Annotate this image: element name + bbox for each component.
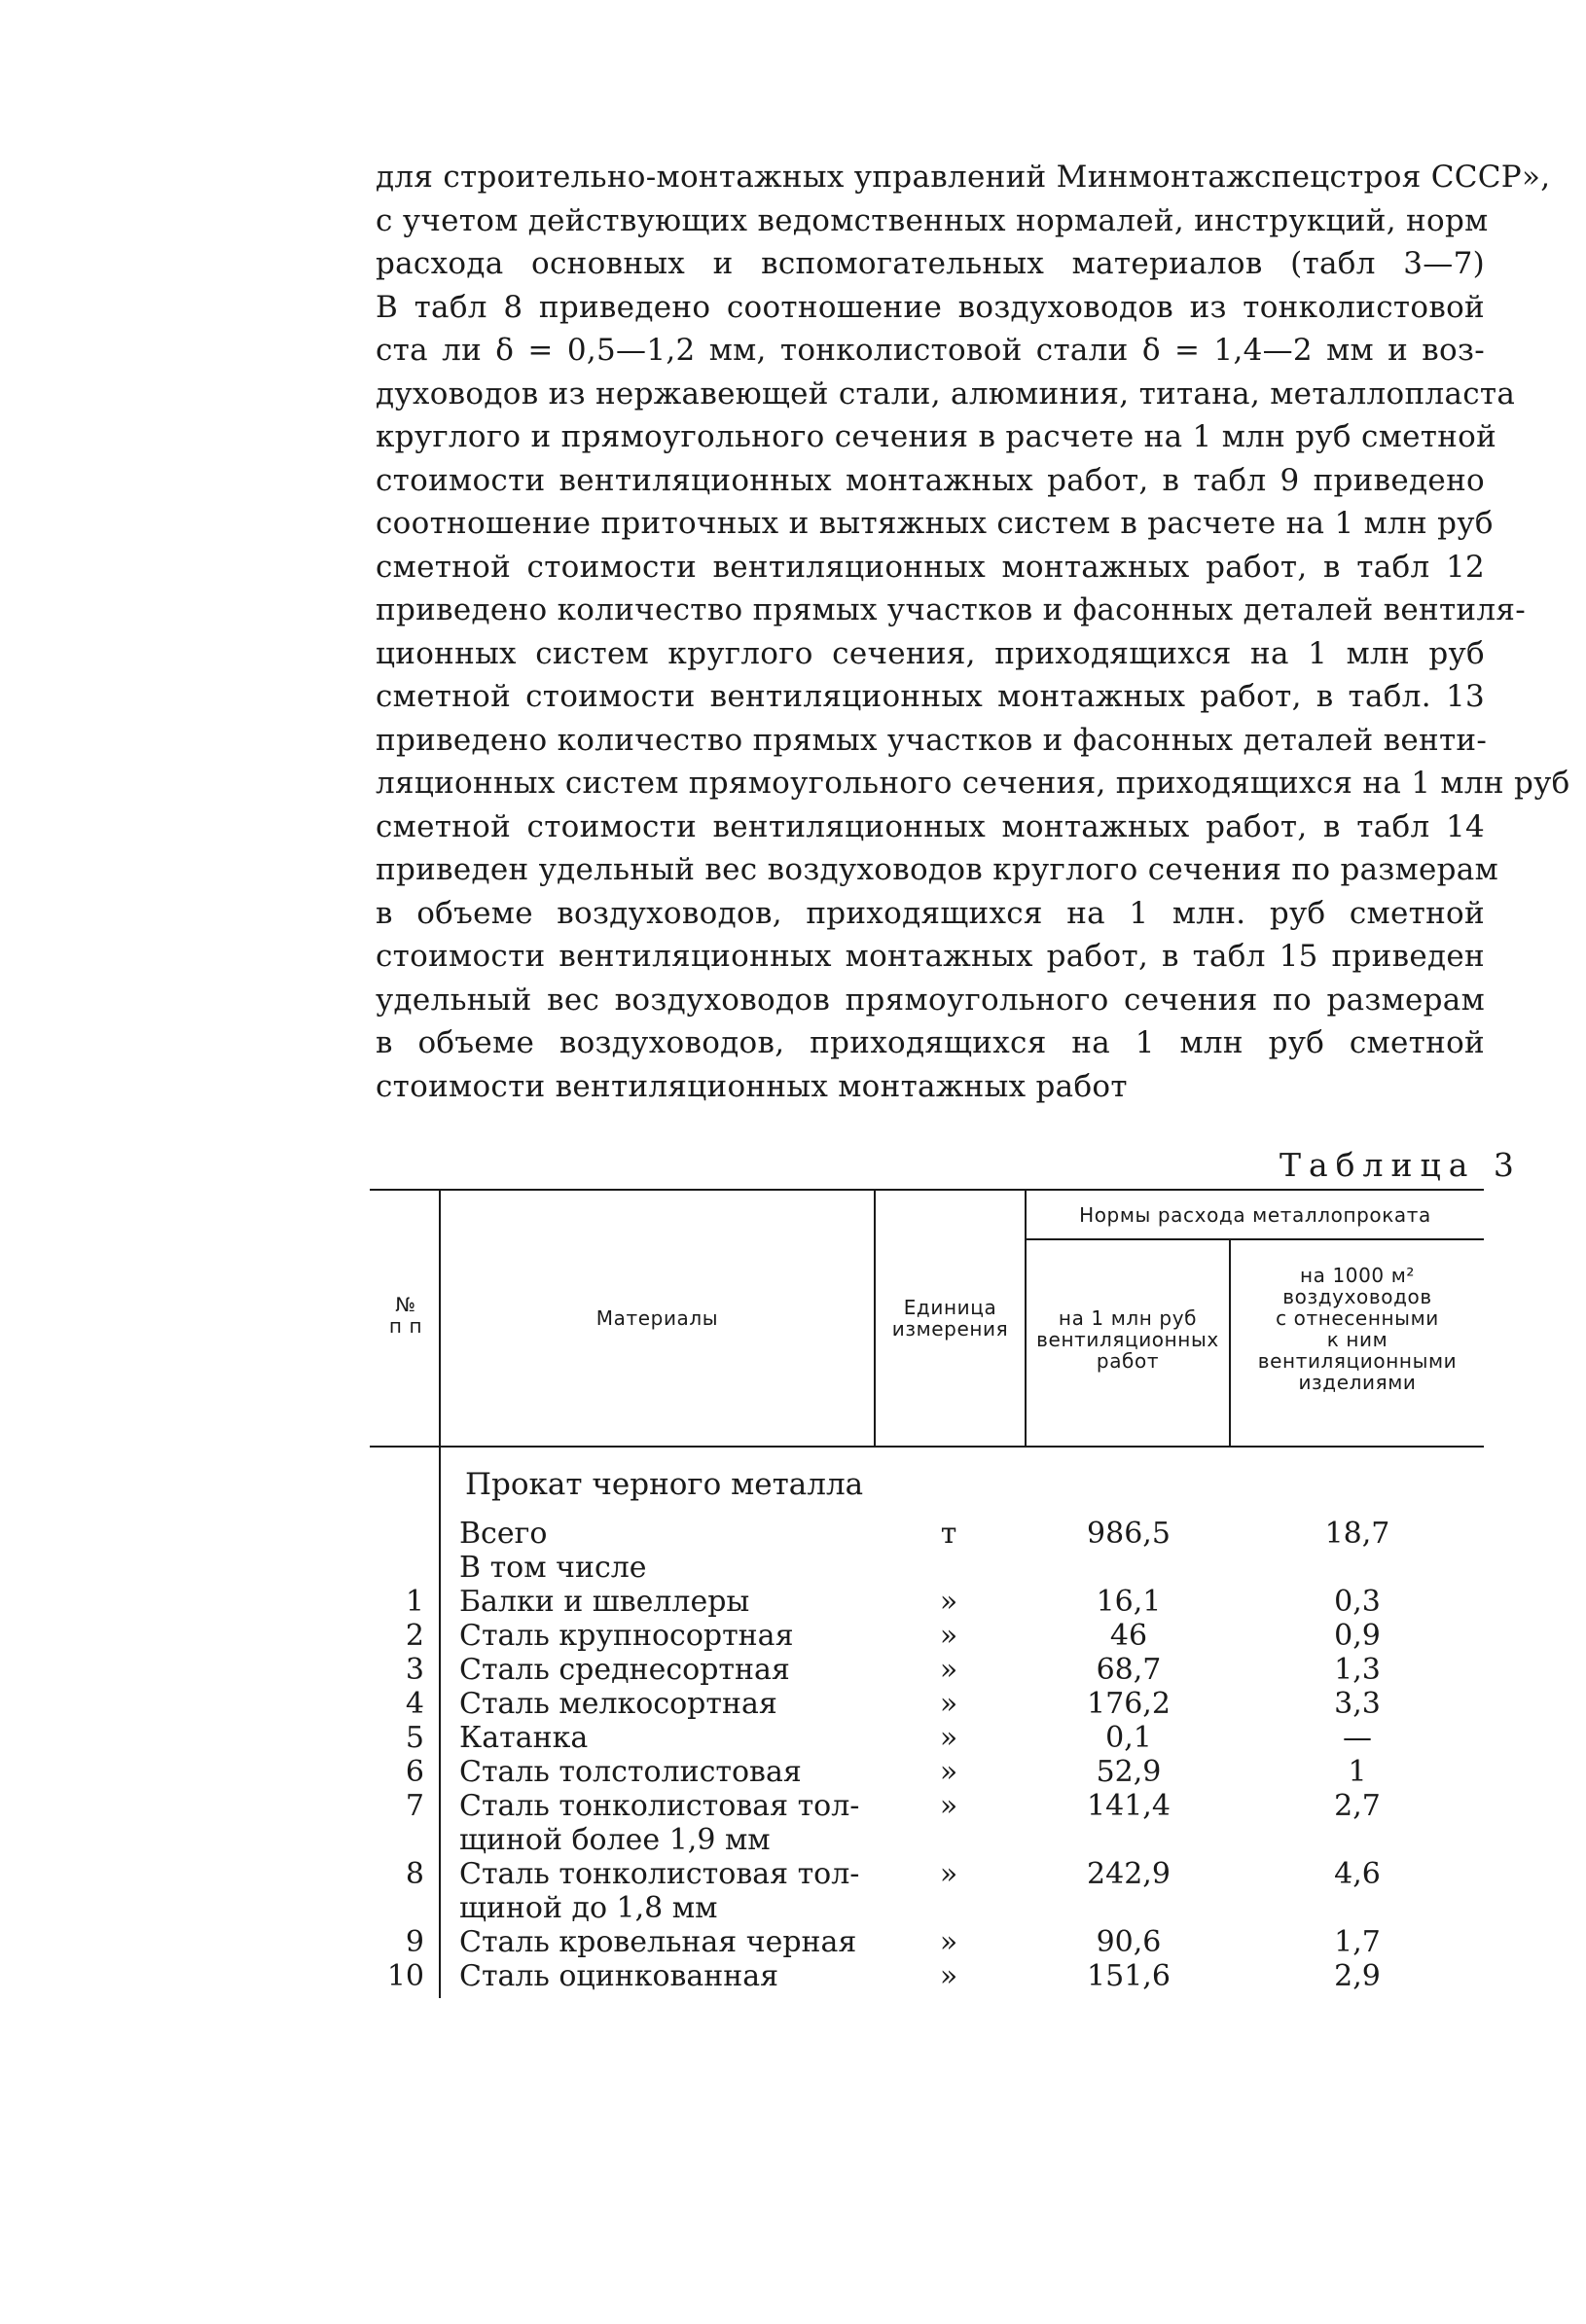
paragraph-line: стоимости вентиляционных монтажных работ — [376, 1068, 1128, 1104]
row-number: 8 — [405, 1857, 424, 1891]
norm-per-1000m2: 4,6 — [1334, 1857, 1381, 1891]
header-norms-group — [1027, 1204, 1484, 1226]
header-per-1000m2-line4: к ним — [1326, 1328, 1388, 1351]
body-paragraph — [376, 156, 1570, 1108]
header-num-symbol: № — [395, 1293, 416, 1316]
header-unit — [876, 1297, 1025, 1340]
norm-per-million: 242,9 — [1087, 1857, 1171, 1891]
unit-value: т — [940, 1517, 957, 1551]
norms-group-rule — [1027, 1238, 1484, 1240]
header-per-million-line3: работ — [1096, 1349, 1160, 1373]
norm-per-million: 0,1 — [1105, 1721, 1152, 1755]
unit-value: » — [939, 1959, 958, 1993]
unit-value: » — [939, 1755, 958, 1789]
norm-per-million: 46 — [1109, 1619, 1148, 1653]
unit-value: » — [939, 1721, 958, 1755]
norm-per-million: 151,6 — [1087, 1959, 1171, 1993]
norm-per-1000m2: — — [1343, 1721, 1372, 1755]
material-name: Всего — [459, 1517, 548, 1551]
material-name: Сталь среднесортная — [459, 1653, 790, 1687]
norm-per-million: 176,2 — [1087, 1687, 1171, 1721]
row-number: 1 — [405, 1585, 424, 1619]
header-per-1000m2-line3: с отнесенными — [1276, 1306, 1439, 1330]
header-unit-line1: Единица — [903, 1296, 997, 1319]
header-per-1000m2-line2: воздуховодов — [1282, 1285, 1432, 1308]
header-per-million-line2: вентиляционных — [1036, 1328, 1219, 1351]
row-number: 9 — [405, 1925, 424, 1959]
paragraph-line: стоимости вентиляционных монтажных работ, в табл 15 приведен — [376, 939, 1485, 974]
norm-per-million: 68,7 — [1096, 1653, 1162, 1687]
header-per-1000m2-line5: вентиляционными — [1257, 1349, 1458, 1373]
paragraph-line: стоимости вентиляционных монтажных работ, в табл 9 приведено — [376, 462, 1485, 498]
norm-per-1000m2: 1 — [1348, 1755, 1367, 1789]
section-title: Прокат черного металла — [465, 1467, 864, 1502]
header-per-1000m2 — [1231, 1265, 1484, 1393]
table-caption: Таблица 3 — [1280, 1146, 1522, 1184]
header-material-label: Материалы — [595, 1306, 719, 1330]
row-number: 10 — [386, 1959, 424, 1993]
row-number: 7 — [405, 1789, 424, 1823]
norm-per-million: 16,1 — [1096, 1585, 1162, 1619]
unit-value: » — [939, 1585, 958, 1619]
paragraph-line: приведено количество прямых участков и фасонных деталей венти- — [376, 722, 1488, 758]
table-top-rule — [370, 1189, 1484, 1191]
header-num-abbr: п п — [388, 1314, 423, 1338]
header-per-1000m2-line6: изделиями — [1298, 1371, 1417, 1394]
paragraph-line: в объеме воздуховодов, приходящихся на 1 млн. руб сметной — [376, 895, 1485, 931]
row-number: 5 — [405, 1721, 424, 1755]
unit-value: » — [939, 1619, 958, 1653]
unit-value: » — [939, 1687, 958, 1721]
paragraph-line: сметной стоимости вентиляционных монтажных работ, в табл 12 — [376, 549, 1485, 585]
norm-per-million: 90,6 — [1096, 1925, 1162, 1959]
norm-per-1000m2: 3,3 — [1334, 1687, 1381, 1721]
material-name: Сталь тонколистовая тол- — [459, 1857, 860, 1891]
norm-per-million: 141,4 — [1087, 1789, 1171, 1823]
paragraph-line: для строительно-монтажных управлений Минмонтажспецстроя СССР», — [376, 160, 1551, 195]
paragraph-line: удельный вес воздуховодов прямоугольного сечения по размерам — [376, 982, 1485, 1018]
paragraph-line: В табл 8 приведено соотношение воздуховодов из тонколистовой — [376, 289, 1485, 325]
unit-value: » — [939, 1857, 958, 1891]
row-number: 4 — [405, 1687, 424, 1721]
header-num — [374, 1294, 438, 1337]
material-name: Балки и швеллеры — [459, 1585, 750, 1619]
row-number: 3 — [405, 1653, 424, 1687]
paragraph-line: ста ли δ = 0,5—1,2 мм, тонколистовой стали δ = 1,4—2 мм и воз- — [376, 333, 1485, 368]
header-per-million-line1: на 1 млн руб — [1058, 1306, 1198, 1330]
norm-per-1000m2: 0,9 — [1334, 1619, 1381, 1653]
paragraph-line: с учетом действующих ведомственных нормалей, инструкций, норм — [376, 202, 1489, 238]
row-number: 6 — [405, 1755, 424, 1789]
paragraph-line: ляционных систем прямоугольного сечения, приходящихся на 1 млн руб — [376, 766, 1570, 801]
material-name: щиной до 1,8 мм — [459, 1891, 718, 1925]
unit-value: » — [939, 1653, 958, 1687]
norm-per-1000m2: 0,3 — [1334, 1585, 1381, 1619]
unit-value: » — [939, 1925, 958, 1959]
header-bottom-rule — [370, 1446, 1484, 1448]
header-norms-label: Нормы расхода металлопроката — [1079, 1203, 1431, 1227]
material-name: Сталь оцинкованная — [459, 1959, 779, 1993]
header-material — [441, 1307, 874, 1329]
paragraph-line: приведено количество прямых участков и фасонных деталей вентиля- — [376, 592, 1526, 627]
paragraph-line: круглого и прямоугольного сечения в расчете на 1 млн руб сметной — [376, 419, 1497, 454]
paragraph-line: в объеме воздуховодов, приходящихся на 1 млн руб сметной — [376, 1025, 1485, 1060]
paragraph-line: сметной стоимости вентиляционных монтажных работ, в табл. 13 — [376, 679, 1485, 714]
paragraph-line: ционных систем круглого сечения, приходящихся на 1 млн руб — [376, 635, 1485, 671]
header-per-1000m2-line1: на 1000 м² — [1299, 1264, 1416, 1287]
norm-per-1000m2: 2,9 — [1334, 1959, 1381, 1993]
header-unit-line2: измерения — [891, 1317, 1009, 1341]
paragraph-line: соотношение приточных и вытяжных систем в расчете на 1 млн руб — [376, 506, 1494, 541]
material-name: щиной более 1,9 мм — [459, 1823, 771, 1857]
paragraph-line: духоводов из нержавеющей стали, алюминия, титана, металлопласта — [376, 375, 1516, 411]
material-name: Сталь толстолистовая — [459, 1755, 802, 1789]
row-number: 2 — [405, 1619, 424, 1653]
material-name: Сталь кровельная черная — [459, 1925, 857, 1959]
norm-per-1000m2: 18,7 — [1324, 1517, 1390, 1551]
material-name: Сталь тонколистовая тол- — [459, 1789, 860, 1823]
paragraph-line: сметной стоимости вентиляционных монтажных работ, в табл 14 — [376, 808, 1485, 844]
header-per-million — [1027, 1307, 1229, 1372]
material-name: Сталь мелкосортная — [459, 1687, 777, 1721]
norm-per-1000m2: 2,7 — [1334, 1789, 1381, 1823]
material-name: Катанка — [459, 1721, 589, 1755]
material-name: Сталь крупносортная — [459, 1619, 794, 1653]
unit-value: » — [939, 1789, 958, 1823]
material-name: В том числе — [459, 1551, 647, 1585]
norm-per-1000m2: 1,7 — [1334, 1925, 1381, 1959]
paragraph-line: расхода основных и вспомогательных материалов (табл 3—7) — [376, 246, 1485, 281]
paragraph-line: приведен удельный вес воздуховодов круглого сечения по размерам — [376, 852, 1499, 887]
norm-per-1000m2: 1,3 — [1334, 1653, 1381, 1687]
norm-per-million: 986,5 — [1087, 1517, 1171, 1551]
norm-per-million: 52,9 — [1096, 1755, 1162, 1789]
